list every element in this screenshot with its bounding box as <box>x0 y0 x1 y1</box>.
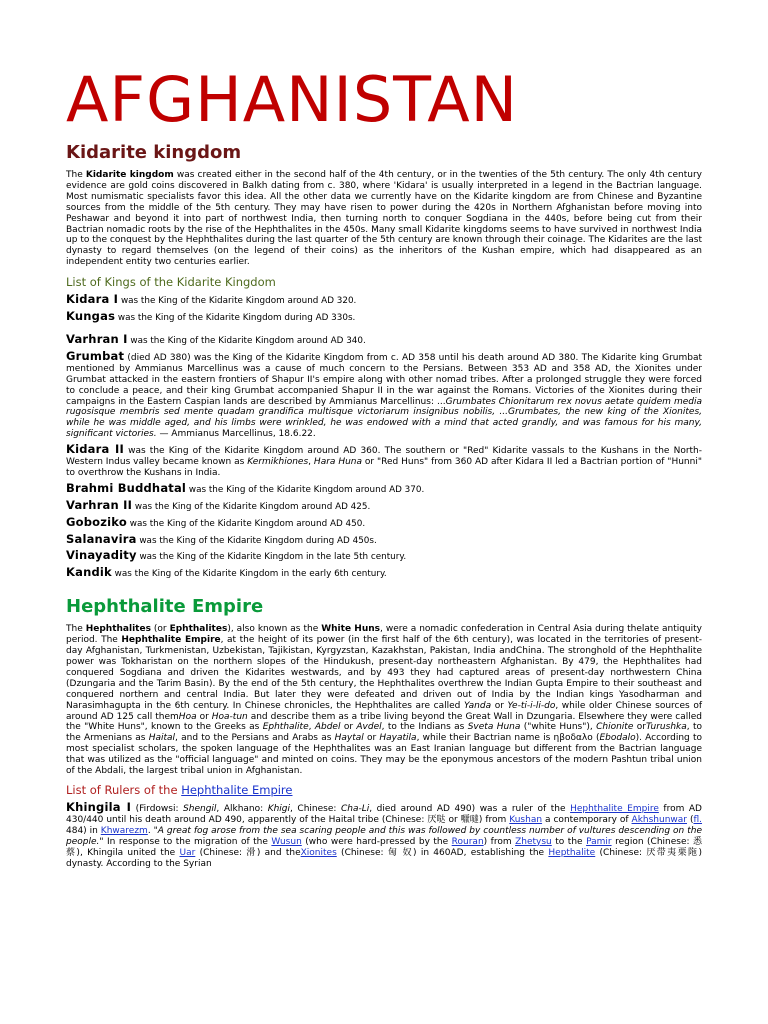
link-akhshunwar[interactable]: Akhshunwar <box>631 814 687 825</box>
king-varhran-2: Varhran II was the King of the Kidarite Kingdom around AD 425. <box>66 497 371 512</box>
kidarite-heading: Kidarite kingdom <box>66 142 242 163</box>
king-kidara-1: Kidara I was the King of the Kidarite Kingdom around AD 320. <box>66 292 357 307</box>
link-kushan[interactable]: Kushan <box>509 814 543 825</box>
king-grumbat: Grumbat (died AD 380) was the King of the Kidarite Kingdom from c. AD 358 until his death around AD 380. The Kidarite king Grumbat mentioned by Ammianus Marcellinus was a cause of much concern to the Persians. Between 353 AD and 358 AD, the Xionites under Grumbat attacked in the eastern frontiers of Shapur II's empire along with other nomad tribes. After a prolonged struggle they were forced to conclude a peace, and their king Grumbat accompanied Shapur II in the war against the Romans. Victories of the Xionites during their campaigns in the Eastern Caspian lands are described by Ammianus Marcellinus: ...Grumbates Chionitarum rex novus aetate quidem media rugosisque membris sed mente quadam grandifica multisque victoriarum insignibus nobilis, ...Grumbates, the new king of the Xionites, while he was middle aged, and his limbs were wrinkled, he was endowed with a mind that acted grandly, and was famous for his many, significant victories. — Ammianus Marcellinus, 18.6.22. <box>66 348 702 440</box>
link-zhetysu[interactable]: Zhetysu <box>515 836 552 847</box>
king-kungas: Kungas was the King of the Kidarite Kingdom during AD 330s. <box>66 309 356 324</box>
link-pamir[interactable]: Pamir <box>586 836 612 847</box>
king-salanavira: Salanavira was the King of the Kidarite Kingdom during AD 450s. <box>66 531 377 546</box>
king-kidara-2: Kidara II was the King of the Kidarite Kingdom around AD 360. The southern or "Red" Kidarite vassals to the Kushans in the North-Western Indus valley became known as Kermikhiones, Hara Huna or "Red Huns" from 360 AD after Kidara II led a Bactrian portion of "Hunni" to overthrow the Kushans in India. <box>66 442 703 478</box>
hephthalite-empire-link[interactable]: Hephthalite Empire <box>181 782 293 797</box>
hephthalite-rulers-list-heading: List of Rulers of the Hephthalite Empire <box>66 782 293 797</box>
king-vinayadity: Vinayadity was the King of the Kidarite Kingdom in the late 5th century. <box>66 548 407 563</box>
king-varhran-1: Varhran I was the King of the Kidarite Kingdom around AD 340. <box>66 331 366 346</box>
link-hephthalite-empire[interactable]: Hephthalite Empire <box>570 803 659 814</box>
hephthalite-heading: Hephthalite Empire <box>66 596 264 618</box>
hephthalite-intro: The Hephthalites (or Ephthalites), also known as the White Huns, were a nomadic confederation in Central Asia during thelate antiquity period. The Hephthalite Empire, at the height of its power (in the first half of the 6th century), was located in the territories of present-day Afghanistan, Turkmenistan, Uzbekistan, Tajikistan, Kyrgyzstan, Kazakhstan, Pakistan, India andChina. The stronghold of the Hephthalite power was Tokharistan on the northern slopes of the Hindukush, present-day northeastern Afghanistan. By 479, the Hephthalites had conquered Sogdiana and driven the Kidarites westwards, and by 493 they had captured areas of present-day northwestern China (Dzungaria and the Tarim Basin). By the end of the 5th century, the Hephthalites overthrew the Indian Gupta Empire to their southeast and conquered northern and central India. But later they were defeated and driven out of India by the Indian kings Yasodharman and Narasimhagupta in the 6th century. In Chinese chronicles, the Hephthalites are called Yanda or Ye-ti-i-li-do, while older Chinese sources of around AD 125 call themHoa or Hoa-tun and describe them as a tribe living beyond the Great Wall in Dzungaria. Elsewhere they were called the "White Huns", known to the Greeks as Ephthalite, Abdel or Avdel, to the Indians as Sveta Huna ("white Huns"), Chionite orTurushka, to the Armenians as Haital, and to the Persians and Arabs as Haytal or Hayatila, while their Bactrian name is ηβοδαλο (Ebodalo). According to most specialist scholars, the spoken language of the Hephthalites was an East Iranian language but different from the Bactrian language that was utilized as the "official language" and minted on coins. They may be the eponymous ancestors of the modern Pashtun tribal union of the Abdali, the largest tribal union in Afghanistan. <box>66 624 703 777</box>
kidarite-intro: The Kidarite kingdom was created either in the second half of the 4th century, or in the twenties of the 5th century. The only 4th century evidence are gold coins discovered in Balkh dating from c. 380, where 'Kidara' is usually interpreted in a legend in the Bactrian language. Most numismatic specialists favor this idea. All the other data we currently have on the Kidarite kingdom are from Chinese and Byzantine sources from the middle of the 5th century. They may have risen to power during the 420s in Northern Afghanistan before moving into Peshawar and beyond it into part of northwest India, then turning north to conquer Sogdiana in the 440s, before being cut from their Bactrian nomadic roots by the rise of the Hephthalites in the 450s. Many small Kidarite kingdoms seems to have survived in northwest India up to the conquest by the Hephthalites during the last quarter of the 5th century are known through their coinage. The Kidarites are the last dynasty to regard themselves (on the legend of their coins) as the inheritors of the Kushan empire, which had disappeared as an independent entity two centuries earlier. <box>66 170 702 268</box>
link-floruit[interactable]: fl. <box>693 814 703 825</box>
king-brahmi-buddhatal: Brahmi Buddhatal was the King of the Kidarite Kingdom around AD 370. <box>66 480 425 495</box>
kidarite-kings-list-heading: List of Kings of the Kidarite Kingdom <box>66 275 276 290</box>
link-khwarezm[interactable]: Khwarezm <box>100 825 148 836</box>
king-gobozikos: Goboziko was the King of the Kidarite Kingdom around AD 450. <box>66 514 366 529</box>
ruler-khingila-1: Khingila I (Firdowsi: Shengil, Alkhano: Khigi, Chinese: Cha-Li, died around AD 490) was a ruler of the Hephthalite Empire from AD 430/440 until his death around AD 490, apparently of the Haital tribe (Chinese: 厌哒 or 嚈噠) from Kushan a contemporary of Akhshunwar (fl. 484) in Khwarezm. "A great fog arose from the sea scaring people and this was followed by countless number of vultures descending on the people." In response to the migration of the Wusun (who were hard-pressed by the Rouran) from Zhetysu to the Pamir region (Chinese: 悉 蔡), Khingila united the Uar (Chinese: 滑) and theXionites (Chinese: 匈 奴) in 460AD, establishing the Hepthalite (Chinese: 厌带夷栗陁) dynasty. According to the Syrian <box>66 799 703 869</box>
link-hepthalite[interactable]: Hepthalite <box>548 847 596 858</box>
link-xionites[interactable]: Xionites <box>300 847 337 858</box>
king-kandik: Kandik was the King of the Kidarite Kingdom in the early 6th century. <box>66 565 387 580</box>
link-uar[interactable]: Uar <box>179 847 196 858</box>
link-rouran[interactable]: Rouran <box>451 836 484 847</box>
document-title: AFGHANISTAN <box>66 63 519 136</box>
link-wusun[interactable]: Wusun <box>271 836 302 847</box>
